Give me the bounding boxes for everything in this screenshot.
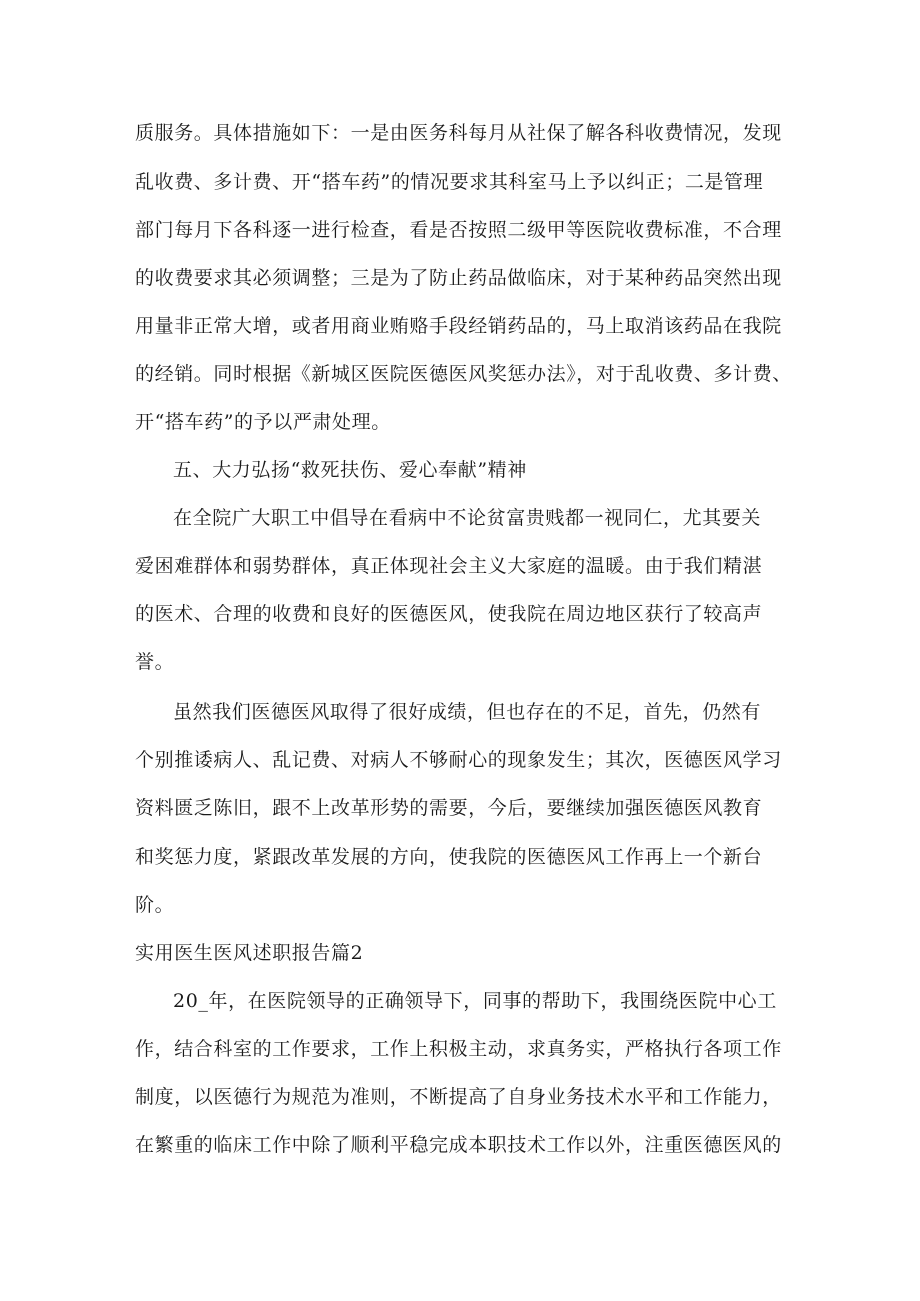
text-line: 在全院广大职工中倡导在看病中不论贫富贵贱都一视同仁，尤其要关 (173, 507, 762, 529)
text-line: 质服务。具体措施如下：一是由医务科每月从社保了解各科收费情况，发现 (135, 122, 782, 144)
text-line: 誉。 (135, 651, 175, 673)
text-line: 阶。 (135, 894, 175, 916)
text-line: 资料匮乏陈旧，跟不上改革形势的需要，今后，要继续加强医德医风教育 (135, 797, 763, 819)
text-line: 部门每月下各科逐一进行检查，看是否按照二级甲等医院收费标准，不合理 (135, 219, 782, 241)
text-line: 用量非正常大增，或者用商业贿赂手段经销药品的，马上取消该药品在我院 (135, 315, 782, 337)
text-line: 的经销。同时根据《新城区医院医德医风奖惩办法》，对于乱收费、多计费、 (135, 363, 792, 385)
text-line: 20_年，在医院领导的正确领导下，同事的帮助下，我围绕医院中心工 (173, 990, 777, 1012)
section-title: 实用医生医风述职报告篇2 (135, 942, 364, 964)
text-line: 制度，以医德行为规范为准则，不断提高了自身业务技术水平和工作能力， (135, 1086, 782, 1108)
section-heading: 五、大力弘扬“救死扶伤、爱心奉献”精神 (173, 459, 527, 481)
text-line: 的医术、合理的收费和良好的医德医风，使我院在周边地区获行了较高声 (135, 603, 763, 625)
text-line: 在繁重的临床工作中除了顺利平稳完成本职技术工作以外，注重医德医风的 (135, 1134, 782, 1156)
text-line: 和奖惩力度，紧跟改革发展的方向，使我院的医德医风工作再上一个新台 (135, 846, 763, 868)
text-line: 乱收费、多计费、开“搭车药”的情况要求其科室马上予以纠正；二是管理 (135, 171, 764, 193)
text-line: 虽然我们医德医风取得了很好成绩，但也存在的不足，首先，仍然有 (173, 701, 762, 723)
text-line: 爱困难群体和弱势群体，真正体现社会主义大家庭的温暖。由于我们精湛 (135, 555, 763, 577)
text-line: 的收费要求其必须调整；三是为了防止药品做临床，对于某种药品突然出现 (135, 267, 782, 289)
text-line: 开“搭车药”的予以严肃处理。 (135, 411, 391, 433)
text-line: 个别推诿病人、乱记费、对病人不够耐心的现象发生；其次，医德医风学习 (135, 749, 782, 771)
text-line: 作，结合科室的工作要求，工作上积极主动，求真务实，严格执行各项工作 (135, 1038, 782, 1060)
